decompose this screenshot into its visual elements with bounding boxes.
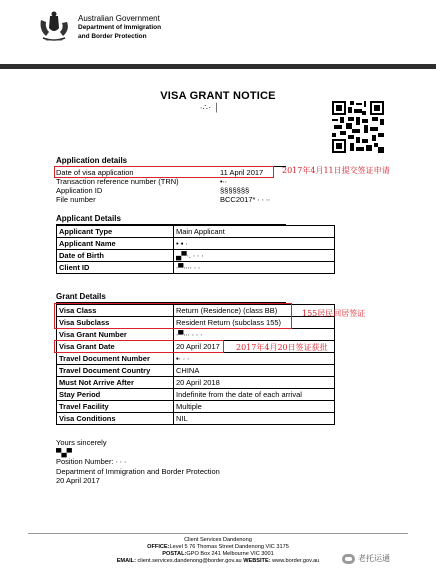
row-label: Date of Birth <box>57 250 174 262</box>
government-name: Australian Government <box>78 14 160 23</box>
table-row <box>57 377 335 389</box>
row-value: Main Applicant <box>174 226 335 238</box>
row-label: Applicant Name <box>57 238 174 250</box>
row-value: •∙∙ <box>220 177 227 186</box>
table-row <box>57 262 335 274</box>
row-value: 11 April 2017 <box>220 168 264 177</box>
footer-office-name: Client Services Dandenong <box>184 537 252 543</box>
grant-details-section <box>56 292 286 303</box>
row-label: Travel Document Number <box>57 353 174 365</box>
department-line-2: and Border Protection <box>78 32 147 40</box>
qr-code-icon <box>332 101 384 153</box>
email-value: client.services.dandenong@border.gov.au <box>135 558 244 564</box>
row-value: Indefinite from the date of each arrival <box>174 389 335 401</box>
row-label: Applicant Type <box>57 226 174 238</box>
postal-label: POSTAL: <box>162 551 187 557</box>
header-rule <box>0 64 436 69</box>
table-row <box>57 401 335 413</box>
sign-off: Yours sincerely <box>56 438 107 447</box>
row-label: Client ID <box>57 262 174 274</box>
closing-date: 20 April 2017 <box>56 476 100 485</box>
row-value: Multiple <box>174 401 335 413</box>
row-label: Stay Period <box>57 389 174 401</box>
table-row <box>57 226 335 238</box>
row-value: ▄▀∙. ∙ ∙ ∙ <box>174 250 335 262</box>
row-value: CHINA <box>174 365 335 377</box>
redacted-reference: ∙∴· │ <box>200 103 220 112</box>
row-value: ∙▀∙∙∙ ∙ ∙ ∙ <box>174 329 335 341</box>
highlight-visa-class <box>54 303 292 329</box>
postal-value: GPO Box 241 Melbourne VIC 3001 <box>186 551 274 557</box>
row-value: 20 April 2017 <box>174 341 335 353</box>
row-value: ∙▀∙∙∙∙ ∙ ∙ <box>174 262 335 274</box>
closing-block <box>56 438 220 486</box>
page-title: VISA GRANT NOTICE <box>160 90 276 102</box>
row-value: Resident Return (subclass 155) <box>174 317 335 329</box>
chat-bubble-icon <box>342 554 355 564</box>
watermark-text: 老托运通 <box>358 554 390 563</box>
table-row <box>57 365 335 377</box>
department-header <box>78 14 161 40</box>
row-label: Visa Class <box>57 305 174 317</box>
row-value: ▪∙ ∙ ∙ <box>174 353 335 365</box>
table-row <box>57 250 335 262</box>
applicant-details-heading: Applicant Details <box>56 214 286 225</box>
position-number: Position Number: ∙ ∙ ∙ <box>56 457 127 466</box>
row-label: Visa Grant Date <box>57 341 174 353</box>
table-row <box>57 353 335 365</box>
row-label: Travel Document Country <box>57 365 174 377</box>
website-label: WEBSITE: <box>243 558 271 564</box>
watermark <box>342 553 390 564</box>
table-row <box>57 413 335 425</box>
signature-redacted: ▀▄▀ <box>56 447 72 457</box>
application-details-heading: Application details <box>56 156 286 167</box>
row-label: Visa Grant Number <box>57 329 174 341</box>
closing-department: Department of Immigration and Border Protection <box>56 466 220 476</box>
highlight-application-date <box>54 166 274 178</box>
row-label: Visa Subclass <box>57 317 174 329</box>
office-label: OFFICE: <box>147 544 170 550</box>
table-row <box>57 389 335 401</box>
highlight-grant-date <box>54 340 224 353</box>
row-label: File number <box>56 195 96 204</box>
row-label: Must Not Arrive After <box>57 377 174 389</box>
row-label: Date of visa application <box>56 168 134 177</box>
coat-of-arms-icon <box>37 10 71 44</box>
annotation-subclass: 155居民回居签证 <box>302 309 366 318</box>
footer-rule <box>28 533 408 534</box>
row-label: Travel Facility <box>57 401 174 413</box>
row-value: 20 April 2018 <box>174 377 335 389</box>
row-label: Visa Conditions <box>57 413 174 425</box>
email-label: EMAIL: <box>116 558 136 564</box>
office-value: Level 5 76 Thomas Street Dandenong VIC 3175 <box>169 544 289 550</box>
applicant-details-section <box>56 214 286 225</box>
row-value: NIL <box>174 413 335 425</box>
row-value: BCC2017* ∙ ∙ ∙∙ <box>220 195 271 204</box>
row-value: §§§§§§§ <box>220 186 250 195</box>
footer-address-line <box>0 544 436 551</box>
row-value: • ▪ ∙ <box>174 238 335 250</box>
annotation-grant-date: 2017年4月20日签证获批 <box>236 343 328 352</box>
table-row <box>57 329 335 341</box>
department-line-1: Department of Immigration <box>78 24 162 31</box>
row-value: Return (Residence) (class BB) <box>174 305 335 317</box>
annotation-application-date: 2017年4月11日提交签证申请 <box>282 166 390 175</box>
website-value: www.border.gov.au <box>270 558 320 564</box>
table-row <box>57 238 335 250</box>
grant-details-heading: Grant Details <box>56 292 286 303</box>
row-label: Transaction reference number (TRN) <box>56 177 179 186</box>
applicant-details-table <box>56 225 335 274</box>
row-label: Application ID <box>56 186 103 195</box>
